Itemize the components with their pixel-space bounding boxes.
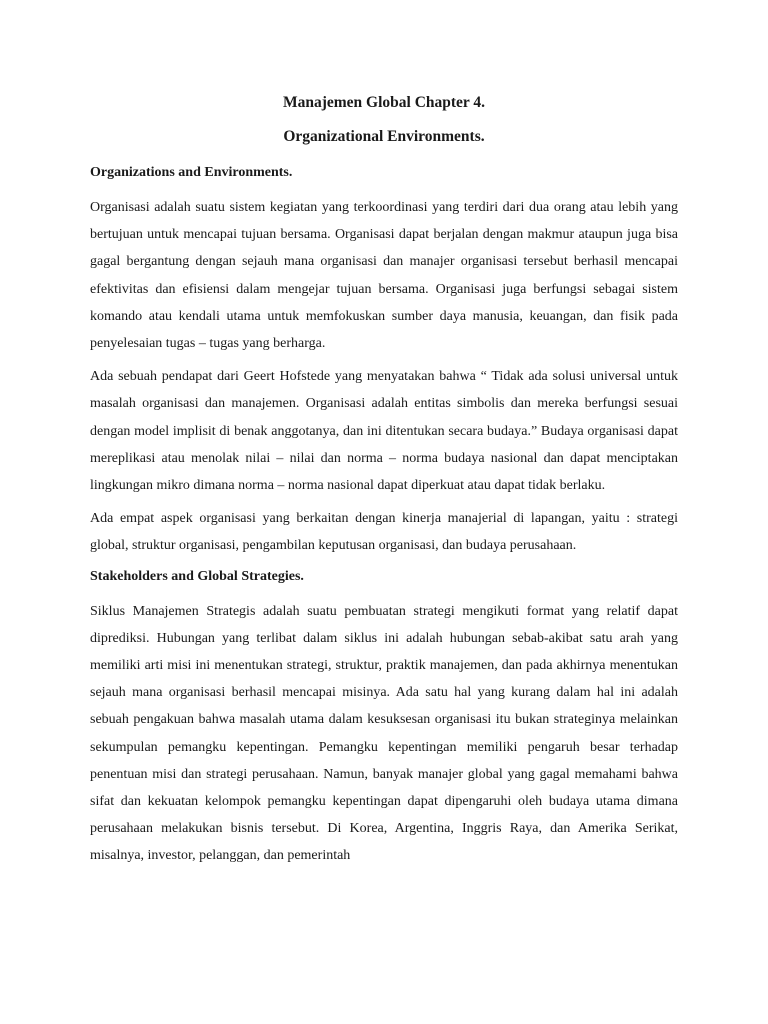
paragraph: Siklus Manajemen Strategis adalah suatu pembuatan strategi mengikuti format yang relatif dapat diprediksi. Hubungan yang terlibat dalam siklus ini adalah hubungan sebab-akibat satu arah yang memiliki arti misi ini menentukan strategi, struktur, praktik manajemen, dan pada akhirnya menentukan sejauh mana organisasi berhasil mencapai misinya. Ada satu hal yang kurang dalam hal ini adalah sebuah pengakuan bahwa masalah utama dalam kesuksesan organisasi itu bukan strateginya melainkan sekumpulan pemangku kepentingan. Pemangku kepentingan memiliki pengaruh besar terhadap penentuan misi dan strategi perusahaan. Namun, banyak manajer global yang gagal memahami bahwa sifat dan kekuatan kelompok pemangku kepentingan dapat dipengaruhi oleh budaya utama dimana perusahaan melakukan bisnis tersebut. Di Korea, Argentina, Inggris Raya, dan Amerika Serikat, misalnya, investor, pelanggan, dan pemerintah bbox=[90, 603, 678, 864]
section-heading-stakeholders: Stakeholders and Global Strategies. bbox=[90, 568, 304, 584]
section-heading-organizations: Organizations and Environments. bbox=[90, 165, 293, 180]
document-subtitle: Organizational Environments. bbox=[283, 128, 485, 145]
paragraph: Ada empat aspek organisasi yang berkaitan dengan kinerja manajerial di lapangan, yaitu : strategi global, struktur organisasi, pengambilan keputusan organisasi, dan budaya perusahaan. bbox=[90, 511, 678, 554]
document-title: Manajemen Global Chapter 4. bbox=[282, 94, 486, 111]
document-page bbox=[90, 92, 678, 876]
paragraph: Ada sebuah pendapat dari Geert Hofstede yang menyatakan bahwa “ Tidak ada solusi universal untuk masalah organisasi dan manajemen. Organisasi adalah entitas simbolis dan mereka berfungsi sesuai dengan model implisit di benak anggotanya, dan ini ditentukan secara budaya.” Budaya organisasi dapat mereplikasi atau menolak nilai – nilai dan norma – norma budaya nasional dan dapat menciptakan lingkungan mikro dimana norma – norma nasional dapat diperkuat atau dapat tidak berlaku. bbox=[90, 369, 678, 494]
paragraph: Organisasi adalah suatu sistem kegiatan yang terkoordinasi yang terdiri dari dua orang atau lebih yang bertujuan untuk mencapai tujuan bersama. Organisasi dapat berjalan dengan makmur ataupun juga bisa gagal bergantung dengan sejauh mana organisasi dan manajer organisasi tersebut berhasil mencapai efektivitas dan efisiensi dalam mengejar tujuan bersama. Organisasi juga berfungsi sebagai sistem komando atau kendali utama untuk memfokuskan sumber daya manusia, keuangan, dan fisik pada penyelesaian tugas – tugas yang berharga. bbox=[90, 200, 678, 352]
